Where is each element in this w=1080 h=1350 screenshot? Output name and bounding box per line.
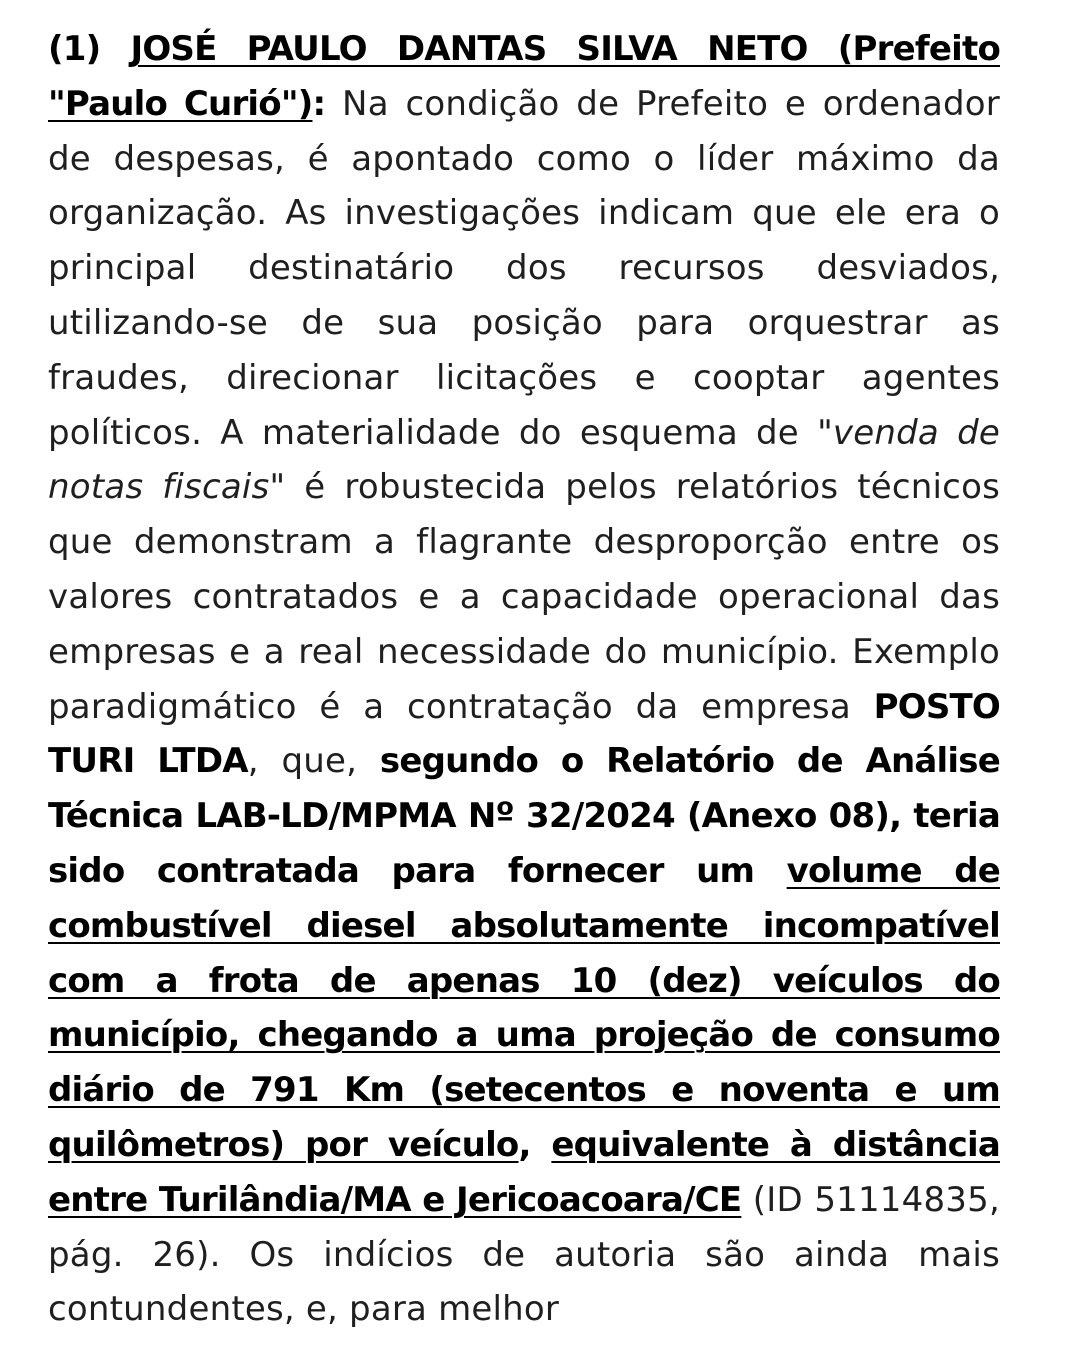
body-text-3: , que, <box>247 741 380 782</box>
item-number: (1) <box>48 29 131 69</box>
finding-2: equivalente à distância entre Turilândia/MA e Jericoacoara/CE <box>48 1124 1000 1220</box>
body-text-2: " é robustecida pelos relatórios técnicos que demonstram a flagrante desproporção entre os valores contratados e a capacidade operacional das empresas e a real necessidade do município. Exemplo paradigmático é a contratação da empresa <box>48 467 1000 727</box>
finding-1: volume de combustível diesel absolutamente incompatível com a frota de apenas 10 (dez) veículos do município, chegando a uma projeção de consumo diário de 791 Km (setecentos e noventa e um quilômetros) por veículo <box>48 850 1001 1165</box>
defendant-name: JOSÉ PAULO DANTAS SILVA NETO (Prefeito "Paulo Curió") <box>48 29 1000 124</box>
defendant-paragraph <box>48 22 1000 1337</box>
document-page <box>48 22 1000 1337</box>
body-text-4: (ID 51114835, pág. 26). Os indícios de autoria são ainda mais contundentes, e, para melhor <box>48 1179 1000 1330</box>
report-reference: segundo o Relatório de Análise Técnica LAB-LD/MPMA Nº 32/2024 (Anexo 08), teria sido contratada para fornecer um <box>48 741 1000 891</box>
body-text-1: Na condição de Prefeito e ordenador de despesas, é apontado como o líder máximo da organização. As investigações indicam que ele era o principal destinatário dos recursos desviados, utilizando-se de sua posição para orquestrar as fraudes, direcionar licitações e cooptar agentes políticos. A materialidade do esquema de " <box>48 83 1000 453</box>
name-colon: : <box>312 83 326 124</box>
company-name: POSTO TURI LTDA <box>48 686 1000 782</box>
finding-separator: , <box>518 1124 552 1165</box>
italic-term: venda de notas fiscais <box>48 412 1000 508</box>
